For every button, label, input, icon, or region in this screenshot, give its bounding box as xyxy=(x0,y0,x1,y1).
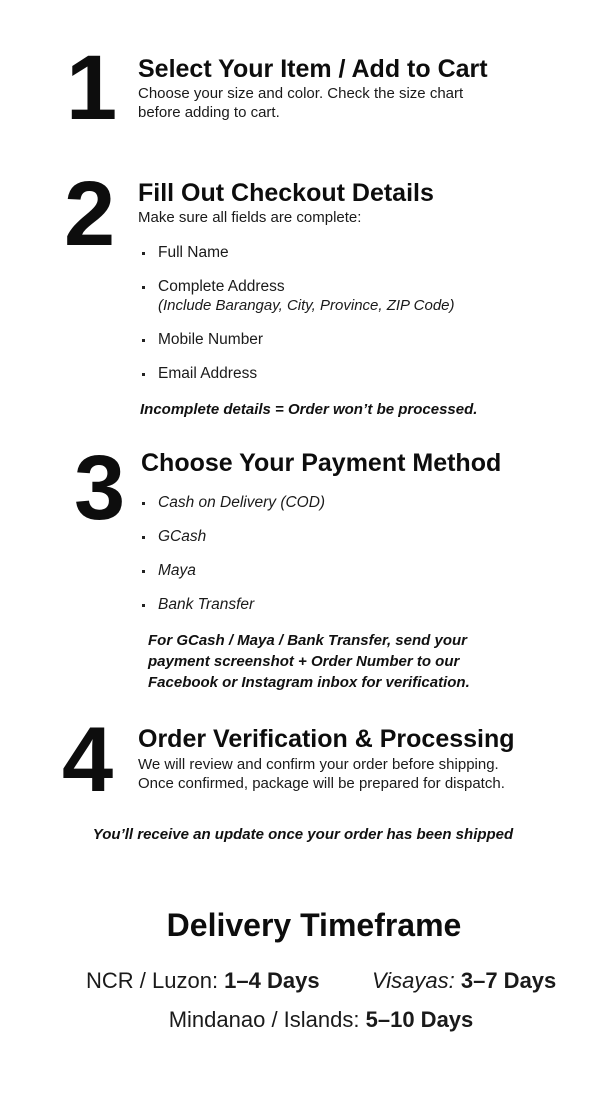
step-number-2: 2 xyxy=(64,163,112,265)
step-title-2: Fill Out Checkout Details xyxy=(138,179,434,207)
field-label: Mobile Number xyxy=(158,331,264,348)
step-title-4: Order Verification & Processing xyxy=(138,725,515,753)
field-item-mobile xyxy=(140,330,455,349)
field-item-full-name xyxy=(140,243,455,262)
step-desc-4 xyxy=(138,755,505,793)
step-desc-2: Make sure all fields are complete: xyxy=(138,209,362,226)
field-label: Full Name xyxy=(158,244,229,261)
payment-method-gcash: GCash xyxy=(140,527,325,546)
payment-method-maya: Maya xyxy=(140,561,325,580)
payment-method-cod: Cash on Delivery (COD) xyxy=(140,493,325,512)
payment-note-line2: payment screenshot + Order Number to our xyxy=(148,653,460,670)
step-desc-1-line2: before adding to cart. xyxy=(138,104,280,121)
step-desc-4-line2: Once confirmed, package will be prepared for dispatch. xyxy=(138,775,505,792)
incomplete-warning: Incomplete details = Order won’t be processed. xyxy=(140,401,478,418)
ncr-label: NCR / Luzon: xyxy=(86,968,225,993)
step-number-4: 4 xyxy=(62,709,110,811)
mindanao-days: 5–10 Days xyxy=(365,1007,474,1032)
step-title-1: Select Your Item / Add to Cart xyxy=(138,55,488,83)
visayas-days: 3–7 Days xyxy=(460,968,557,993)
step-title-3: Choose Your Payment Method xyxy=(141,449,502,477)
field-sublabel: (Include Barangay, City, Province, ZIP Code) xyxy=(158,297,455,314)
delivery-ncr xyxy=(86,968,320,994)
step-number-1: 1 xyxy=(66,37,114,139)
delivery-mindanao xyxy=(0,1007,612,1033)
shipping-update-note: You’ll receive an update once your order has been shipped xyxy=(92,826,514,843)
delivery-title: Delivery Timeframe xyxy=(166,907,462,943)
visayas-label: Visayas: xyxy=(372,968,461,993)
step-desc-1 xyxy=(138,84,463,122)
payment-verification-note xyxy=(148,630,470,693)
payment-methods-list xyxy=(140,493,325,614)
field-item-address xyxy=(140,277,455,315)
step-desc-4-line1: We will review and confirm your order before shipping. xyxy=(138,756,499,773)
step-desc-1-line1: Choose your size and color. Check the size chart xyxy=(138,85,464,102)
ncr-days: 1–4 Days xyxy=(224,968,320,993)
field-label: Email Address xyxy=(158,365,258,382)
checkout-fields-list xyxy=(140,243,455,383)
payment-method-bank: Bank Transfer xyxy=(140,595,325,614)
payment-note-line3: Facebook or Instagram inbox for verification. xyxy=(148,674,470,691)
step-number-3: 3 xyxy=(74,437,122,539)
delivery-visayas xyxy=(372,968,556,994)
field-item-email xyxy=(140,364,455,383)
payment-note-line1: For GCash / Maya / Bank Transfer, send your xyxy=(148,632,467,649)
mindanao-label: Mindanao / Islands: xyxy=(168,1007,366,1032)
field-label: Complete Address xyxy=(158,278,285,295)
